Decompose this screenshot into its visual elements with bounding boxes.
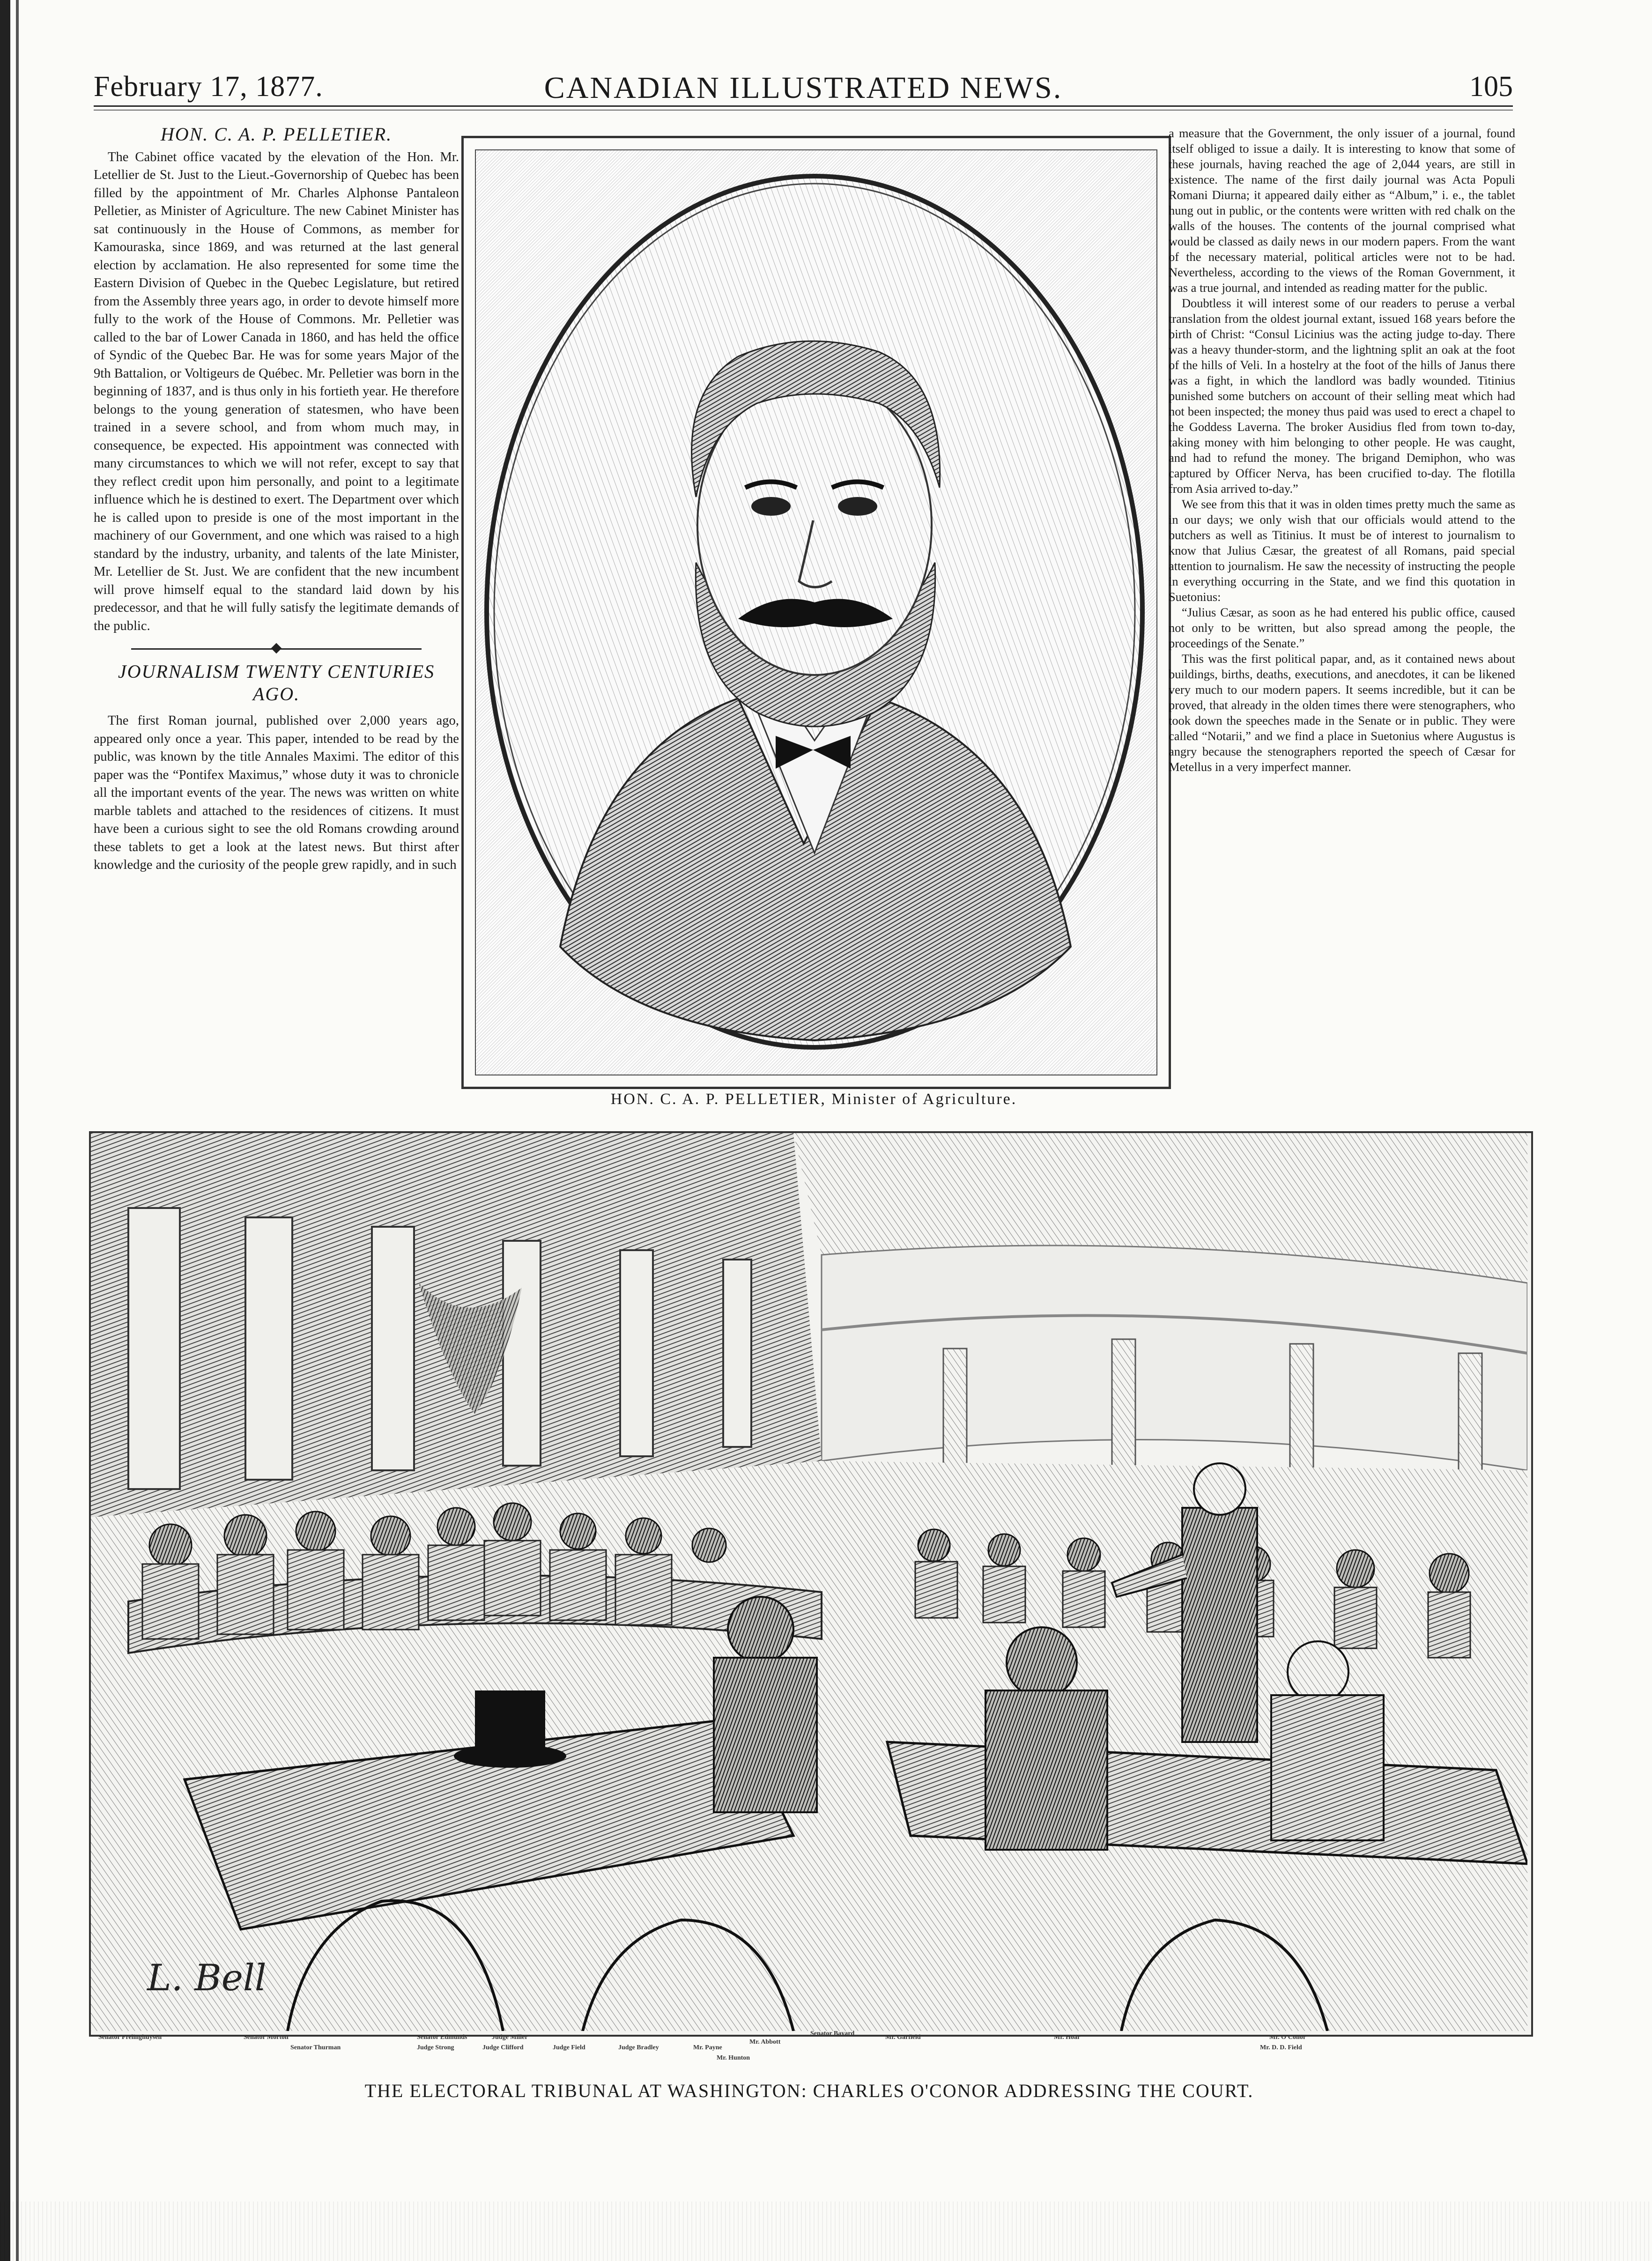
article-paragraph: The first Roman journal, published over 2,000 years ago, appeared only once a year. This paper, intended to be read by the public, was known by the title Annales Maximi. The editor of this paper was the “Pontifex Maximus,” whose duty it was to chronicle all the important events of the year. The news was written on white marble tablets and attached to the residences of citizens. It must have been a curious sight to see the old Romans crowding around these tablets to get a look at the latest news. But thirst after knowledge and the curiosity of the people grew rapidly, and in such xyxy=(94,713,459,872)
heading-line-2: AGO. xyxy=(252,683,300,704)
rear-wall xyxy=(822,1245,1527,1470)
article-paragraph: “Julius Cæsar, as soon as he had entered his public office, caused not only to be written, but also spread among the people, the proceedings of the Senate.” xyxy=(1169,605,1515,650)
name-label: Senator Thurman xyxy=(290,2044,341,2051)
heading-line-1: JOURNALISM TWENTY CENTURIES xyxy=(118,661,435,682)
binding-shadow xyxy=(16,0,19,2261)
page-number: 105 xyxy=(1469,71,1513,103)
name-label: Judge Strong xyxy=(417,2044,454,2051)
article-heading-journalism xyxy=(94,660,459,705)
name-label: Senator Edmunds xyxy=(417,2034,467,2041)
name-label: Judge Miller xyxy=(492,2034,528,2041)
tribunal-engraving xyxy=(89,1131,1533,2037)
article-heading-pelletier: HON. C. A. P. PELLETIER. xyxy=(160,124,393,145)
portrait-caption: HON. C. A. P. PELLETIER, Minister of Agriculture. xyxy=(610,1090,1017,1108)
left-column xyxy=(94,126,459,875)
name-label: Senator Frelinghuysen xyxy=(98,2034,162,2041)
name-label: Senator Morton xyxy=(244,2034,289,2041)
article-paragraph: a measure that the Government, the only issuer of a journal, found itself obliged to issue a daily. It is interesting to know that some of these journals, having reached the age of 2,044 years, are still in existence. The name of the first daily journal was Acta Populi Romani Diurna; it appeared daily either as “Album,” i. e., the tablet hung out in public, or the contents were written with red chalk on the walls of the houses. The contents of the journal comprised what would be classed as daily news in our modern papers. From the want of the necessary material, political articles were not to be had. Nevertheless, according to the views of the Roman Government, it was a true journal, and intended as reading matter for the public. xyxy=(1169,126,1515,295)
artist-signature: L. Bell xyxy=(147,1957,267,1999)
issue-date: February 17, 1877. xyxy=(94,71,323,103)
tribunal-illustration xyxy=(91,1133,1527,2031)
article-paragraph: Doubtless it will interest some of our readers to peruse a verbal translation from the oldest journal extant, issued 168 years before the birth of Christ: “Consul Licinius was the acting judge to-day. There was a heavy thunder-storm, and the lightning split an oak at the foot of the hills of Veli. In a hostelry at the foot of the hills of Janus there was a fight, in which the landlord was badly wounded. Titinius punished some butchers on account of their selling meat which had not been inspected; the money thus paid was used to erect a chapel to the Goddess Laverna. The broker Ausidius fled from town to-day, taking money with him belonging to other people. He was caught, and had to refund the money. The brigand Demiphon, who was captured by Officer Nerva, has been crucified to-day. The flotilla from Asia arrived to-day.” xyxy=(1169,296,1515,496)
name-label: Judge Clifford xyxy=(482,2044,524,2051)
name-label: Mr. Hoar xyxy=(1054,2034,1081,2041)
name-label: Mr. Abbott xyxy=(749,2039,781,2046)
right-column xyxy=(1169,126,1515,775)
paper-speckle xyxy=(0,2202,1652,2261)
newspaper-title: CANADIAN ILLUSTRATED NEWS. xyxy=(544,71,1063,105)
portrait-illustration xyxy=(476,150,1154,1072)
name-label: Judge Field xyxy=(553,2044,585,2051)
name-label: Senator Bayard xyxy=(810,2030,855,2037)
article-paragraph: This was the first political papar, and, as it contained news about buildings, births, deaths, executions, and anecdotes, it can be likened very much to our modern papers. It seems incredible, but it can be proved, that already in the olden times there were stenographers, who took down the speeches made in the Senate or in public. They were called “Notarii,” and we find a place in Suetonius where Augustus is angry because the stenographers reported the speech of Cæsar for Metellus in a very imperfect manner. xyxy=(1169,652,1515,774)
figure-name-key xyxy=(89,2030,1529,2067)
article-paragraph: We see from this that it was in olden times pretty much the same as in our days; we only wish that our officials would attend to the butchers as well as Titinius. It must be of interest to journalism to know that Julius Cæsar, the greatest of all Romans, paid special attention to journalism. He saw the necessity of instructing the people in everything occurring in the State, and we find this quotation in Suetonius: xyxy=(1169,497,1515,604)
portrait-hatched-background xyxy=(475,149,1157,1075)
masthead-rule xyxy=(94,105,1513,111)
masthead xyxy=(94,66,1513,108)
name-label: Mr. O'Conor xyxy=(1269,2034,1306,2041)
section-divider xyxy=(131,642,422,656)
name-label: Mr. Garfield xyxy=(885,2034,921,2041)
tribunal-caption: THE ELECTORAL TRIBUNAL AT WASHINGTON: CHARLES O'CONOR ADDRESSING THE COURT. xyxy=(364,2080,1254,2101)
name-label: Mr. Hunton xyxy=(717,2054,750,2061)
name-label: Mr. D. D. Field xyxy=(1260,2044,1302,2051)
name-label: Mr. Payne xyxy=(693,2044,722,2051)
binding-edge xyxy=(0,0,10,2261)
article-paragraph: The Cabinet office vacated by the elevation of the Hon. Mr. Letellier de St. Just to the Lieut.-Governorship of Quebec has been filled by the appointment of Mr. Charles Alphonse Pantaleon Pelletier, as Minister of Agriculture. The new Cabinet Minister has sat continuously in the House of Commons, as member for Kamouraska, since 1869, and was returned at the last general election by acclamation. He also represented for some time the Eastern Division of Quebec in the Quebec Legislature, but retired from the Assembly three years ago, in order to devote himself more fully to the work of the House of Commons. Mr. Pelletier was called to the bar of Lower Canada in 1860, and has held the office of Syndic of the Quebec Bar. He was for some years Major of the 9th Battalion, or Voltigeurs de Québec. Mr. Pelletier was born in the beginning of 1837, and is thus only in his fortieth year. He therefore belongs to the young generation of statesmen, who have been trained in a severe school, and from whom much may, in consequence, be expected. His appointment was connected with many circumstances to which we will not refer, except to say that they reflect credit upon him personally, and point to a legitimate influence which he is destined to exert. The Department over which he is called upon to preside is one of the most important in the machinery of our Government, and one which was raised to a high standard by the industry, urbanity, and talents of the late Minister, Mr. Letellier de St. Just. We are confident that the new incumbent will prove himself equal to the standard laid down by his predecessor, and that he will fully satisfy the legitimate demands of the public. xyxy=(94,149,459,633)
portrait-engraving xyxy=(461,136,1171,1089)
name-label: Judge Bradley xyxy=(618,2044,659,2051)
